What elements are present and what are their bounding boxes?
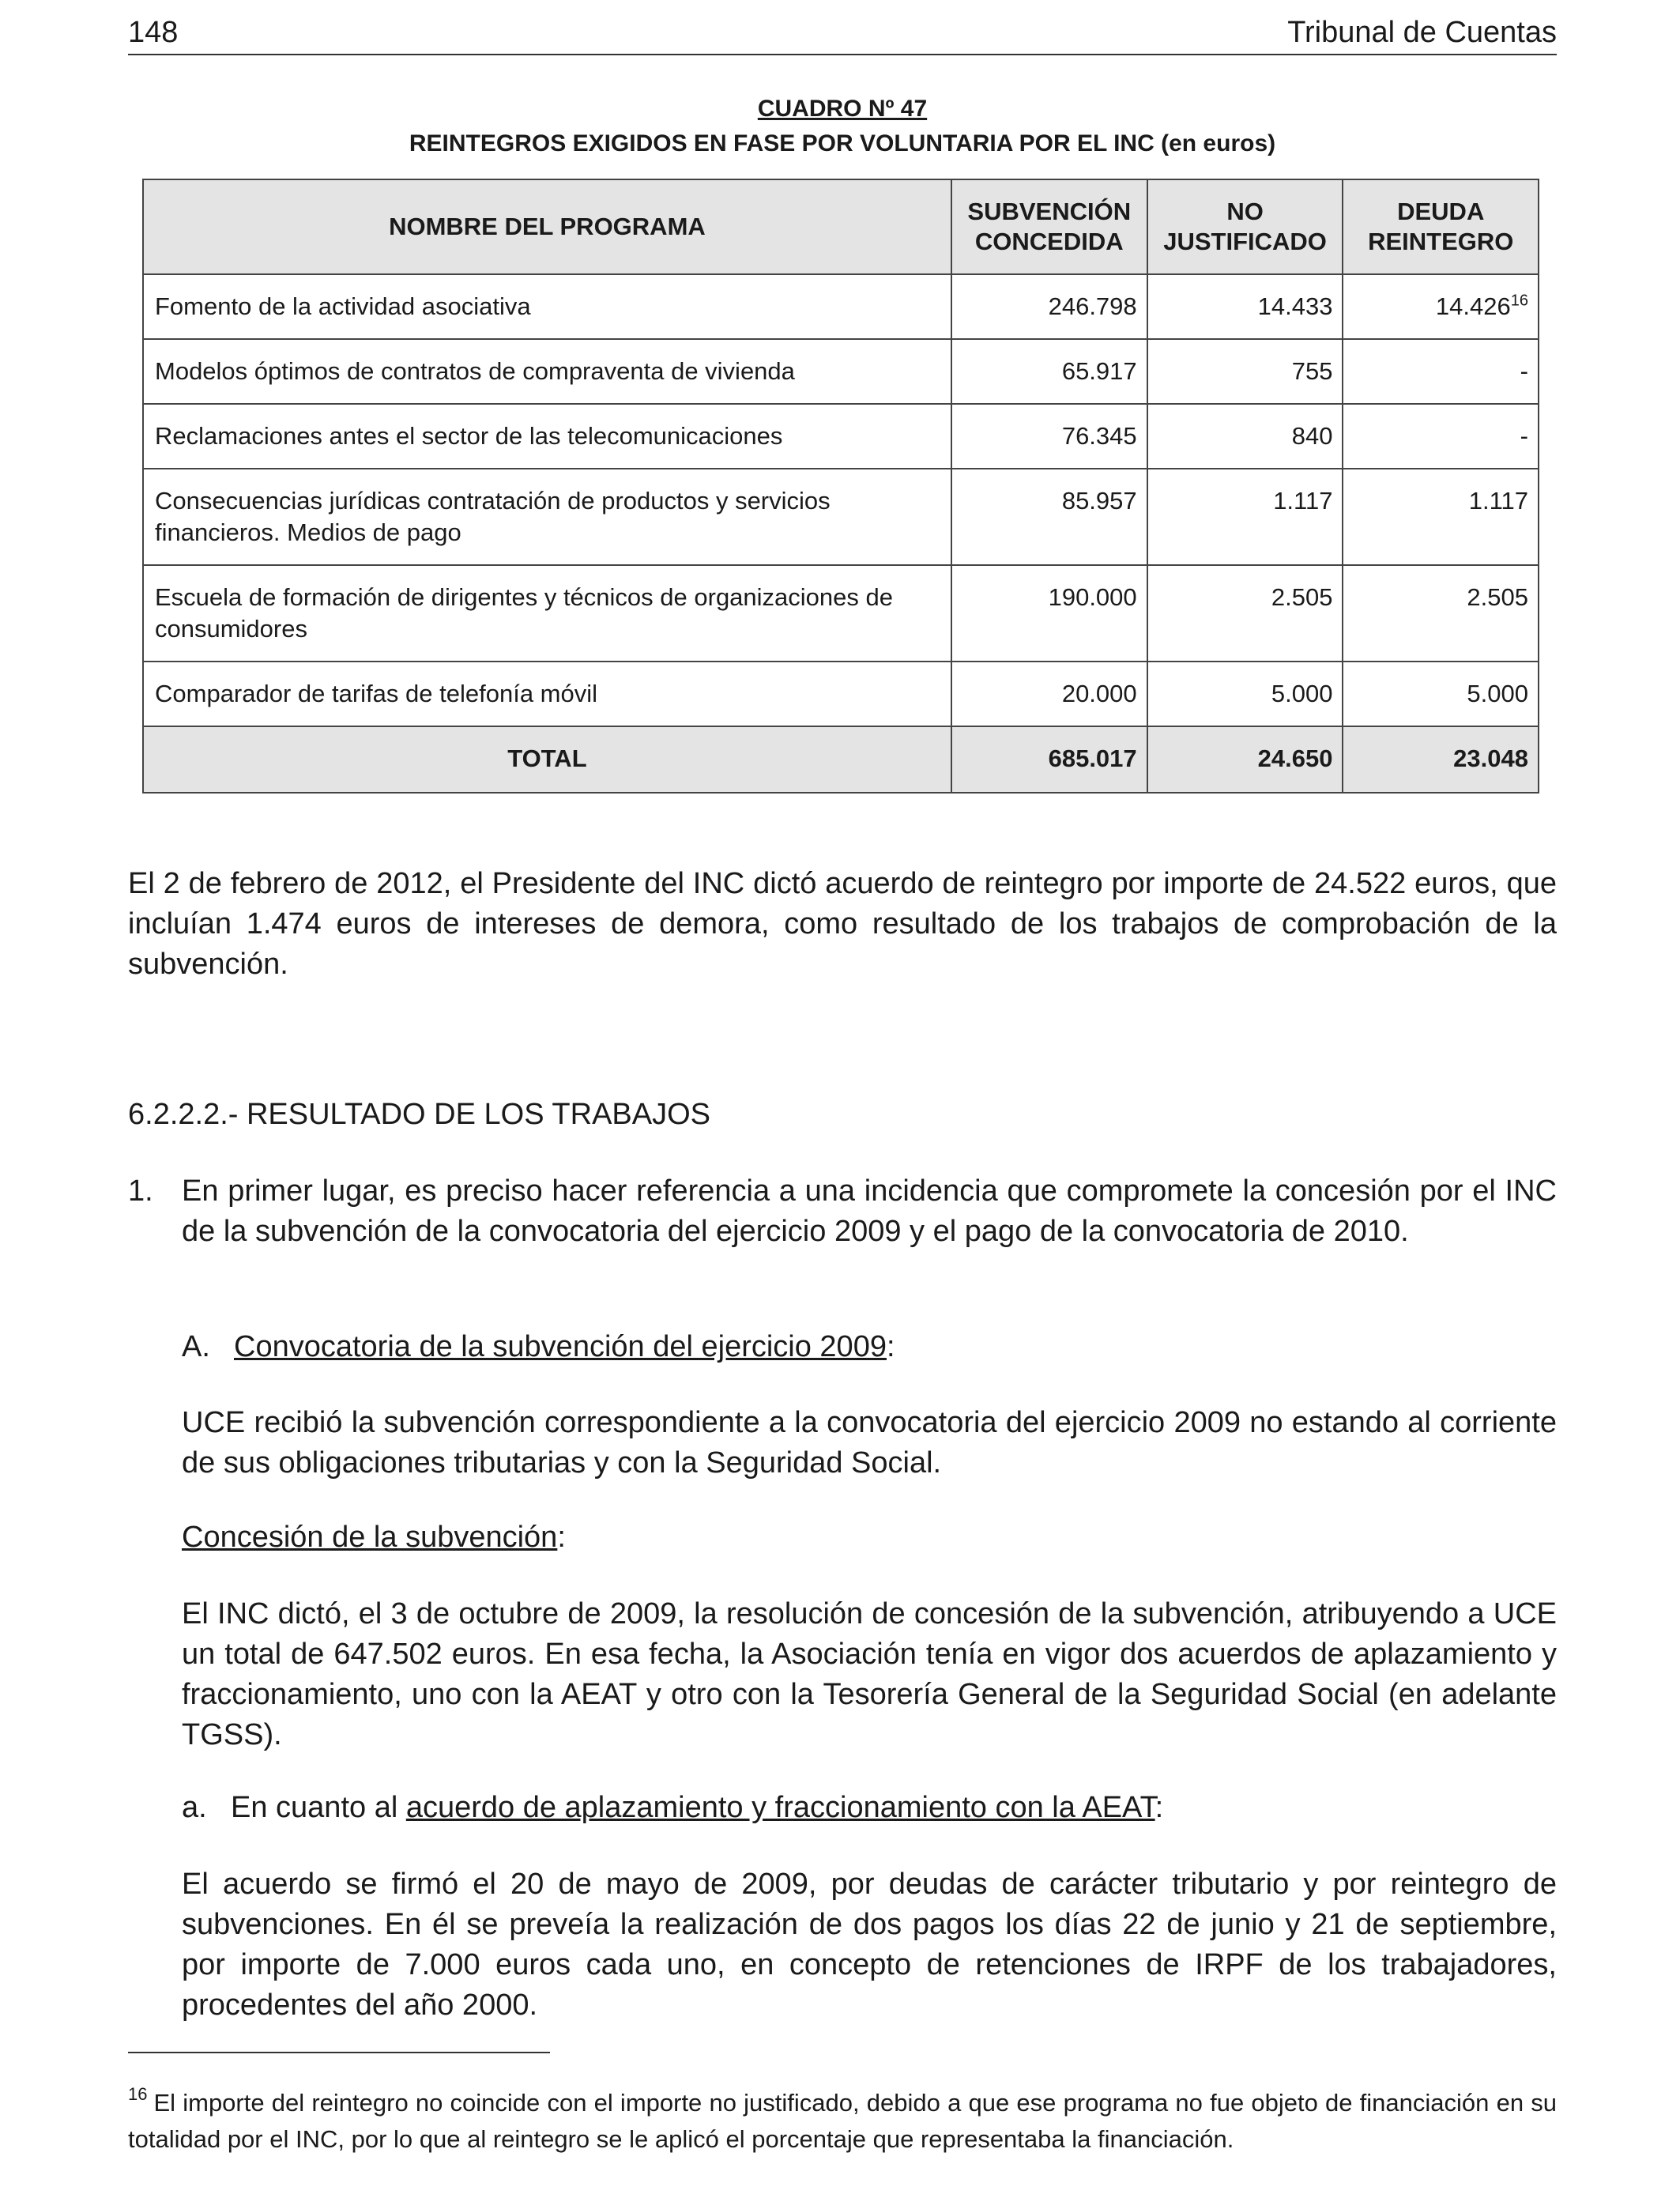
no-justificado-value: 14.433 — [1147, 274, 1343, 339]
deuda-value: - — [1343, 339, 1539, 404]
subsection-a-heading: En cuanto al acuerdo de aplazamiento y fraccionamiento con la AEAT: — [231, 1791, 1164, 1824]
program-name: Modelos óptimos de contratos de compraventa de vivienda — [143, 339, 951, 404]
list-marker-A: A. — [182, 1330, 210, 1363]
table-row — [143, 565, 1539, 662]
table-row — [143, 339, 1539, 404]
subvencion-value: 246.798 — [951, 274, 1147, 339]
deuda-value: - — [1343, 404, 1539, 469]
deuda-value: 2.505 — [1343, 565, 1539, 662]
list-marker-a: a. — [182, 1791, 207, 1824]
program-name: Fomento de la actividad asociativa — [143, 274, 951, 339]
subvencion-value: 85.957 — [951, 469, 1147, 565]
table-row — [143, 274, 1539, 339]
subsection-A-heading: Convocatoria de la subvención del ejercicio 2009: — [234, 1330, 895, 1363]
header-subvencion: SUBVENCIÓN CONCEDIDA — [951, 179, 1147, 274]
total-deuda: 23.048 — [1343, 726, 1539, 793]
total-no-justificado: 24.650 — [1147, 726, 1343, 793]
deuda-value: 1.117 — [1343, 469, 1539, 565]
concesion-text: El INC dictó, el 3 de octubre de 2009, la resolución de concesión de la subvención, atribuyendo a UCE un total de 647.502 euros. En esa fecha, la Asociación tenía en vigor dos acuerdos de aplazamiento y fraccionamiento, uno con la AEAT y otro con la Tesorería General de la Seguridad Social (en adelante TGSS). — [182, 1597, 1557, 1751]
no-justificado-value: 5.000 — [1147, 662, 1343, 726]
list-marker-1: 1. — [128, 1174, 153, 1208]
subvencion-value: 76.345 — [951, 404, 1147, 469]
list-item-1: En primer lugar, es preciso hacer referencia a una incidencia que compromete la concesión por el INC de la subvención de la convocatoria del ejercicio 2009 y el pago de la convocatoria de 2010. — [182, 1174, 1557, 1248]
header-deuda: DEUDA REINTEGRO — [1343, 179, 1539, 274]
total-label: TOTAL — [143, 726, 951, 793]
footnote-separator — [128, 2052, 550, 2053]
no-justificado-value: 755 — [1147, 339, 1343, 404]
subsection-a-text: El acuerdo se firmó el 20 de mayo de 2009, por deudas de carácter tributario y por reintegro de subvenciones. En él se preveía la realización de dos pagos los días 22 de junio y 21 de septiembre, por importe de 7.000 euros cada uno, en concepto de retenciones de IRPF de los trabajadores, procedentes del año 2000. — [182, 1868, 1557, 2022]
header-title: Tribunal de Cuentas — [1287, 16, 1557, 49]
total-subvencion: 685.017 — [951, 726, 1147, 793]
table-number: CUADRO Nº 47 — [757, 96, 928, 122]
table-row — [143, 662, 1539, 726]
no-justificado-value: 1.117 — [1147, 469, 1343, 565]
program-name: Reclamaciones antes el sector de las telecomunicaciones — [143, 404, 951, 469]
program-name: Escuela de formación de dirigentes y técnicos de organizaciones de consumidores — [143, 565, 951, 662]
table-title: REINTEGROS EXIGIDOS EN FASE POR VOLUNTARIA POR EL INC (en euros) — [409, 130, 1276, 156]
table-total-row — [143, 726, 1539, 793]
page-header — [128, 6, 1557, 55]
table-caption — [128, 92, 1557, 161]
section-heading: 6.2.2.2.- RESULTADO DE LOS TRABAJOS — [128, 1098, 711, 1131]
page-number: 148 — [128, 16, 179, 49]
program-name: Consecuencias jurídicas contratación de productos y servicios financieros. Medios de pago — [143, 469, 951, 565]
reintegros-table — [142, 179, 1539, 794]
table-row — [143, 404, 1539, 469]
subvencion-value: 65.917 — [951, 339, 1147, 404]
no-justificado-value: 2.505 — [1147, 565, 1343, 662]
footnote-ref: 16 — [1510, 292, 1528, 310]
no-justificado-value: 840 — [1147, 404, 1343, 469]
subvencion-value: 20.000 — [951, 662, 1147, 726]
header-program: NOMBRE DEL PROGRAMA — [143, 179, 951, 274]
footnote — [128, 2085, 1557, 2158]
header-no-justificado: NO JUSTIFICADO — [1147, 179, 1343, 274]
footnote-text: El importe del reintegro no coincide con el importe no justificado, debido a que ese programa no fue objeto de financiación en su totalidad por el INC, por lo que al reintegro se le aplicó el porcentaje que representaba la financiación. — [128, 2089, 1557, 2153]
concesion-heading: Concesión de la subvención: — [182, 1521, 566, 1554]
footnote-number: 16 — [128, 2084, 148, 2104]
subsection-A-text: UCE recibió la subvención correspondiente a la convocatoria del ejercicio 2009 no estando al corriente de sus obligaciones tributarias y con la Seguridad Social. — [182, 1406, 1557, 1480]
deuda-value: 14.426$^{16}$ — [1343, 274, 1539, 339]
table-row — [143, 469, 1539, 565]
program-name: Comparador de tarifas de telefonía móvil — [143, 662, 951, 726]
deuda-value: 5.000 — [1343, 662, 1539, 726]
subvencion-value: 190.000 — [951, 565, 1147, 662]
table-header-row — [143, 179, 1539, 274]
paragraph-reintegro: El 2 de febrero de 2012, el Presidente del INC dictó acuerdo de reintegro por importe de 24.522 euros, que incluían 1.474 euros de intereses de demora, como resultado de los trabajos de comprobación de la subvención. — [128, 867, 1557, 981]
